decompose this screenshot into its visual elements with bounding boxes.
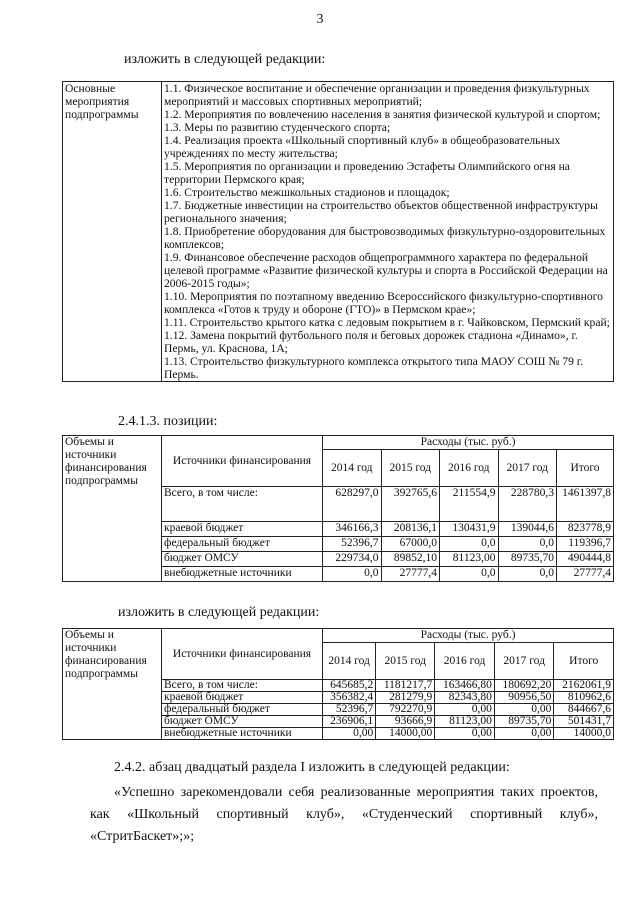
value-cell: 792270,9 bbox=[376, 704, 435, 716]
value-cell: 1461397,8 bbox=[557, 487, 614, 522]
value-cell: 346166,3 bbox=[323, 522, 382, 537]
section-242-heading: 2.4.2. абзац двадцатый раздела I изложить в следующей редакции: bbox=[114, 760, 510, 775]
value-cell: 0,00 bbox=[494, 728, 554, 740]
source-cell: краевой бюджет bbox=[162, 692, 323, 704]
value-cell: 89735,70 bbox=[494, 716, 554, 728]
value-cell: 490444,8 bbox=[557, 552, 614, 567]
value-cell: 810962,6 bbox=[554, 692, 614, 704]
value-cell: 823778,9 bbox=[557, 522, 614, 537]
total-header: Итого bbox=[557, 450, 614, 487]
value-cell: 180692,20 bbox=[494, 680, 554, 692]
value-cell: 27777,4 bbox=[381, 567, 440, 582]
financing-table-new bbox=[62, 628, 614, 740]
financing-label: Объемы и источники финансирования подпрограммы bbox=[63, 436, 162, 582]
expenses-header: Расходы (тыс. руб.) bbox=[323, 436, 614, 450]
value-cell: 27777,4 bbox=[557, 567, 614, 582]
value-cell: 67000,0 bbox=[381, 537, 440, 552]
year-header: 2016 год bbox=[440, 450, 499, 487]
value-cell: 130431,9 bbox=[440, 522, 499, 537]
year-header: 2016 год bbox=[435, 643, 495, 680]
value-cell: 208136,1 bbox=[381, 522, 440, 537]
value-cell: 356382,4 bbox=[323, 692, 376, 704]
value-cell: 119396,7 bbox=[557, 537, 614, 552]
value-cell: 2162061,9 bbox=[554, 680, 614, 692]
expenses-header: Расходы (тыс. руб.) bbox=[323, 629, 614, 643]
total-header: Итого bbox=[554, 643, 614, 680]
activities-list bbox=[162, 82, 614, 382]
financing-table-old bbox=[62, 435, 614, 582]
value-cell: 0,00 bbox=[435, 728, 495, 740]
activities-label: Основные мероприятия подпрограммы bbox=[63, 82, 162, 382]
year-header: 2015 год bbox=[381, 450, 440, 487]
value-cell: 81123,00 bbox=[435, 716, 495, 728]
activity-item: 1.11. Строительство крытого катка с ледовым покрытием в г. Чайковском, Пермский край; bbox=[164, 316, 610, 329]
activity-item: 1.6. Строительство межшкольных стадионов и площадок; bbox=[164, 186, 450, 199]
source-cell: бюджет ОМСУ bbox=[162, 552, 323, 567]
source-cell: внебюджетные источники bbox=[162, 567, 323, 582]
value-cell: 14000,00 bbox=[376, 728, 435, 740]
value-cell: 628297,0 bbox=[323, 487, 382, 522]
final-paragraph: «Успешно зарекомендовали себя реализованные мероприятия таких проектов, как «Школьный спортивный клуб», «Студенческий спортивный клуб», «СтритБаскет»;»; bbox=[90, 785, 598, 844]
value-cell: 281279,9 bbox=[376, 692, 435, 704]
activity-item: 1.2. Мероприятия по вовлечению населения в занятия физической культурой и спортом; bbox=[164, 108, 601, 121]
value-cell: 0,0 bbox=[440, 567, 499, 582]
value-cell: 844667,6 bbox=[554, 704, 614, 716]
value-cell: 1181217,7 bbox=[376, 680, 435, 692]
activity-item: 1.1. Физическое воспитание и обеспечение организации и проведения физкультурных мероприятий и массовых спортивных мероприятий; bbox=[164, 82, 590, 108]
year-header: 2015 год bbox=[376, 643, 435, 680]
value-cell: 228780,3 bbox=[498, 487, 557, 522]
value-cell: 0,0 bbox=[440, 537, 499, 552]
value-cell: 211554,9 bbox=[440, 487, 499, 522]
activities-table bbox=[62, 81, 614, 382]
value-cell: 0,0 bbox=[498, 567, 557, 582]
value-cell: 392765,6 bbox=[381, 487, 440, 522]
activity-item: 1.12. Замена покрытий футбольного поля и беговых дорожек стадиона «Динамо», г. Пермь, ул. Краснова, 1А; bbox=[164, 329, 578, 355]
intro-text-1: изложить в следующей редакции: bbox=[124, 52, 326, 67]
value-cell: 90956,50 bbox=[494, 692, 554, 704]
intro-text-2: изложить в следующей редакции: bbox=[118, 605, 320, 620]
year-header: 2017 год bbox=[498, 450, 557, 487]
financing-label: Объемы и источники финансирования подпрограммы bbox=[63, 629, 162, 740]
value-cell: 81123,00 bbox=[440, 552, 499, 567]
activity-item: 1.7. Бюджетные инвестиции на строительство объектов общественной инфраструктуры регионального значения; bbox=[164, 199, 598, 225]
activity-item: 1.3. Меры по развитию студенческого спорта; bbox=[164, 121, 391, 134]
activity-item: 1.8. Приобретение оборудования для быстровозводимых физкультурно-оздоровительных комплексов; bbox=[164, 225, 606, 251]
source-cell: бюджет ОМСУ bbox=[162, 716, 323, 728]
section-2413-heading: 2.4.1.3. позиции: bbox=[118, 414, 218, 429]
value-cell: 229734,0 bbox=[323, 552, 382, 567]
source-cell: федеральный бюджет bbox=[162, 537, 323, 552]
source-cell: Всего, в том числе: bbox=[162, 680, 323, 692]
value-cell: 82343,80 bbox=[435, 692, 495, 704]
activity-item: 1.10. Мероприятия по поэтапному введению Всероссийского физкультурно-спортивного комплекса «Готов к труду и обороне (ГТО)» в Пермском крае»; bbox=[164, 290, 603, 316]
value-cell: 139044,6 bbox=[498, 522, 557, 537]
source-cell: федеральный бюджет bbox=[162, 704, 323, 716]
value-cell: 0,00 bbox=[435, 704, 495, 716]
value-cell: 0,00 bbox=[494, 704, 554, 716]
value-cell: 501431,7 bbox=[554, 716, 614, 728]
value-cell: 89735,70 bbox=[498, 552, 557, 567]
value-cell: 52396,7 bbox=[323, 537, 382, 552]
activity-item: 1.13. Строительство физкультурного комплекса открытого типа МАОУ СОШ № 79 г. Пермь. bbox=[164, 355, 584, 381]
source-cell: внебюджетные источники bbox=[162, 728, 323, 740]
value-cell: 0,0 bbox=[323, 567, 382, 582]
activity-item: 1.5. Мероприятия по организации и проведению Эстафеты Олимпийского огня на территории Пермского края; bbox=[164, 160, 570, 186]
value-cell: 89852,10 bbox=[381, 552, 440, 567]
page-number: 3 bbox=[316, 12, 324, 27]
source-cell: краевой бюджет bbox=[162, 522, 323, 537]
source-cell: Всего, в том числе: bbox=[162, 487, 323, 522]
value-cell: 52396,7 bbox=[323, 704, 376, 716]
value-cell: 0,00 bbox=[323, 728, 376, 740]
sources-header: Источники финансирования bbox=[162, 436, 323, 487]
activity-item: 1.4. Реализация проекта «Школьный спортивный клуб» в общеобразовательных учреждениях по месту жительства; bbox=[164, 134, 561, 160]
value-cell: 0,0 bbox=[498, 537, 557, 552]
value-cell: 93666,9 bbox=[376, 716, 435, 728]
value-cell: 236906,1 bbox=[323, 716, 376, 728]
year-header: 2014 год bbox=[323, 450, 382, 487]
sources-header: Источники финансирования bbox=[162, 629, 323, 680]
year-header: 2014 год bbox=[323, 643, 376, 680]
year-header: 2017 год bbox=[494, 643, 554, 680]
value-cell: 14000,0 bbox=[554, 728, 614, 740]
activity-item: 1.9. Финансовое обеспечение расходов общепрограммного характера по федеральной целевой программе «Развитие физической культуры и спорта в Российской Федерации на 2006-2015 годы»; bbox=[164, 251, 608, 290]
value-cell: 163466,80 bbox=[435, 680, 495, 692]
value-cell: 645685,2 bbox=[323, 680, 376, 692]
